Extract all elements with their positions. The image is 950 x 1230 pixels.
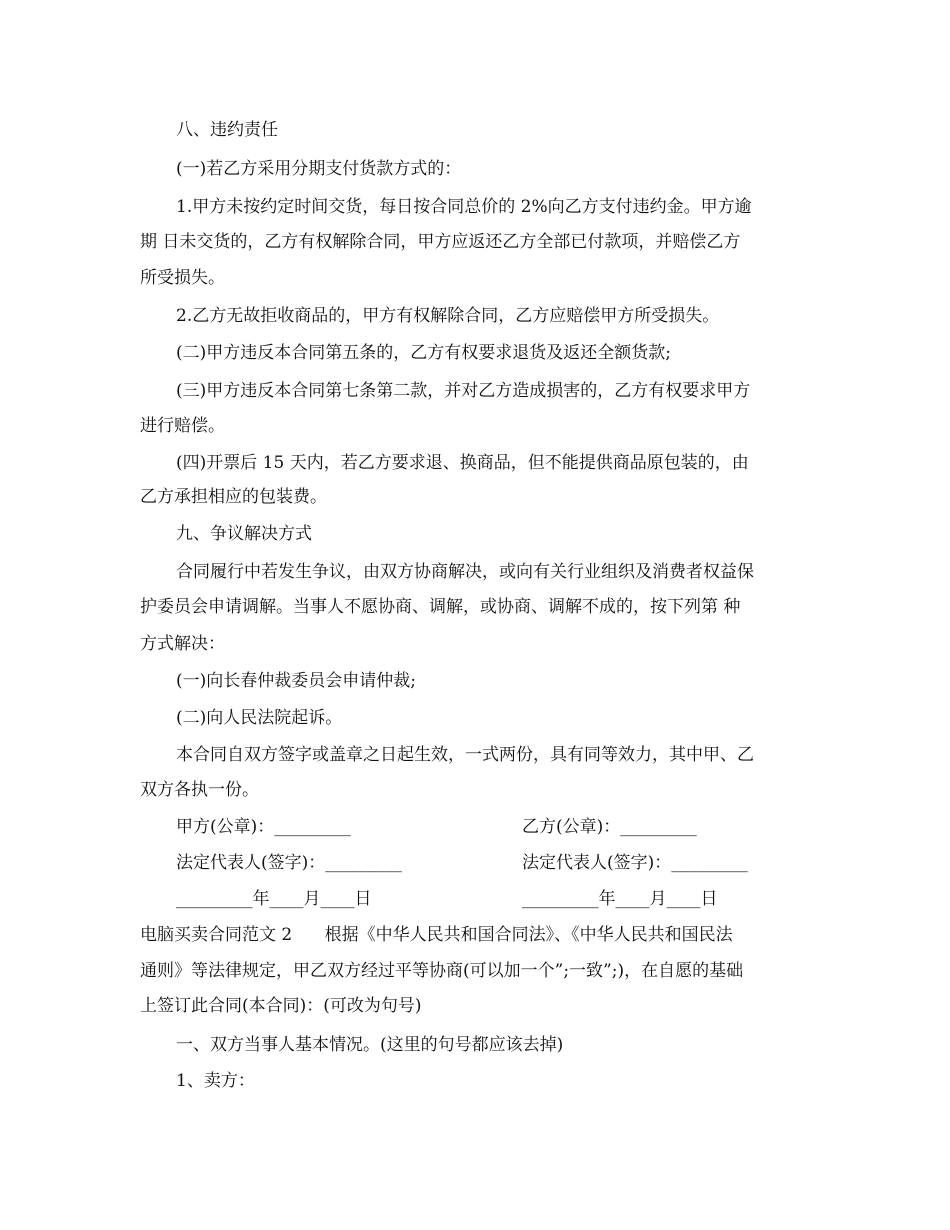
party-b-representative-field: 法定代表人(签字)：_________: [522, 853, 748, 873]
party-a-representative-field: 法定代表人(签字)：_________: [176, 853, 402, 873]
paragraph: (一)向长春仲裁委员会申请仲裁;: [176, 671, 416, 691]
paragraph: 方式解决：: [140, 634, 225, 654]
paragraph: 2.乙方无故拒收商品的，甲方有权解除合同，乙方应赔偿甲方所受损失。: [176, 306, 720, 326]
paragraph: 上签订此合同(本合同)：(可改为句号): [140, 996, 422, 1016]
paragraph: (四)开票后 15 天内，若乙方要求退、换商品，但不能提供商品原包装的，由: [176, 453, 749, 473]
paragraph: 双方各执一份。: [140, 780, 259, 800]
party-a-seal-field: 甲方(公章)：_________: [176, 817, 351, 837]
paragraph: 通则》等法律规定，甲乙双方经过平等协商(可以加一个”;一致”;)，在自愿的基础: [140, 961, 744, 981]
paragraph: 所受损失。: [140, 268, 225, 288]
paragraph: 一、双方当事人基本情况。(这里的句号都应该去掉): [176, 1035, 564, 1055]
paragraph: 1、卖方：: [176, 1071, 255, 1091]
paragraph: 期 日未交货的，乙方有权解除合同，甲方应返还乙方全部已付款项，并赔偿乙方: [140, 232, 741, 252]
paragraph: 合同履行中若发生争议，由双方协商解决，或向有关行业组织及消费者权益保: [176, 562, 754, 582]
party-a-date-field: _________年____月____日: [176, 889, 372, 909]
paragraph: 电脑买卖合同范文 2 根据《中华人民共和国合同法》、《中华人民共和国民法: [140, 925, 733, 945]
paragraph: (三)甲方违反本合同第七条第二款，并对乙方造成损害的，乙方有权要求甲方: [176, 381, 751, 401]
paragraph: (二)甲方违反本合同第五条的，乙方有权要求退货及返还全额货款;: [176, 343, 671, 363]
paragraph: 1.甲方未按约定时间交货，每日按合同总价的 2%向乙方支付违约金。甲方逾: [176, 197, 752, 217]
section-heading-dispute: 九、争议解决方式: [176, 524, 312, 544]
party-b-date-field: _________年____月____日: [522, 889, 718, 909]
paragraph: 乙方承担相应的包装费。: [140, 487, 327, 507]
paragraph: 护委员会申请调解。当事人不愿协商、调解，或协商、调解不成的，按下列第 种: [140, 597, 741, 617]
paragraph: (一)若乙方采用分期支付货款方式的：: [176, 159, 462, 179]
section-heading-breach: 八、违约责任: [176, 120, 278, 140]
paragraph: (二)向人民法院起诉。: [176, 708, 343, 728]
paragraph: 进行赔偿。: [140, 416, 225, 436]
paragraph: 本合同自双方签字或盖章之日起生效，一式两份，具有同等效力，其中甲、乙: [176, 745, 754, 765]
party-b-seal-field: 乙方(公章)：_________: [522, 817, 697, 837]
